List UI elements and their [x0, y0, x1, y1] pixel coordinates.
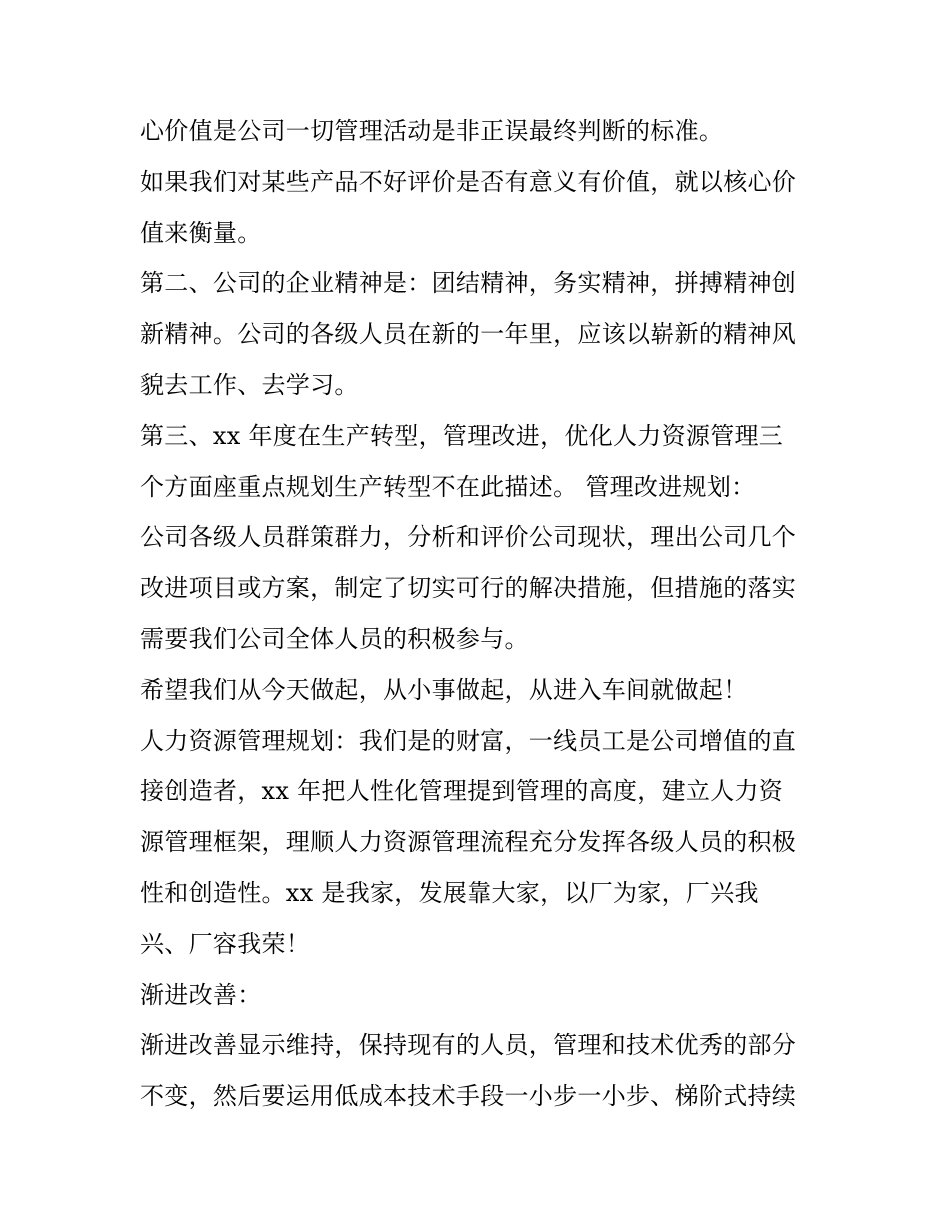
- text-line: 希望我们从今天做起，从小事做起，从进入车间就做起！: [140, 675, 748, 704]
- text-line: 新精神。公司的各级人员在新的一年里，应该以崭新的精神风: [140, 320, 797, 349]
- text-line: 渐进改善：: [140, 980, 262, 1009]
- text-line: 如果我们对某些产品不好评价是否有意义有价值，就以核心价: [140, 167, 797, 196]
- text-line: 人力资源管理规划：我们是的财富，一线员工是公司增值的直: [140, 726, 797, 755]
- body-text: [140, 106, 830, 1122]
- text-line: 值来衡量。: [140, 218, 262, 247]
- text-line: 源管理框架，理顺人力资源管理流程充分发挥各级人员的积极: [140, 828, 797, 857]
- text-line: 兴、厂容我荣！: [140, 929, 311, 958]
- text-line: 接创造者，xx 年把人性化管理提到管理的高度，建立人力资: [140, 777, 784, 806]
- text-line: 第二、公司的企业精神是：团结精神，务实精神，拼搏精神创: [140, 269, 797, 298]
- text-line: 心价值是公司一切管理活动是非正误最终判断的标准。: [140, 117, 724, 145]
- text-line: 第三、xx 年度在生产转型，管理改进，优化人力资源管理三: [140, 421, 784, 450]
- text-line: 需要我们公司全体人员的积极参与。: [140, 624, 529, 653]
- text-line: 性和创造性。xx 是我家，发展靠大家，以厂为家，厂兴我: [140, 878, 759, 907]
- text-line: 渐进改善显示维持，保持现有的人员，管理和技术优秀的部分: [140, 1031, 797, 1060]
- text-line: 不变，然后要运用低成本技术手段一小步一小步、梯阶式持续: [140, 1082, 797, 1111]
- text-line: 个方面座重点规划生产转型不在此描述。 管理改进规划：: [140, 472, 756, 501]
- text-line: 公司各级人员群策群力，分析和评价公司现状，理出公司几个: [140, 523, 797, 552]
- text-line: 貌去工作、去学习。: [140, 370, 359, 399]
- text-line: 改进项目或方案，制定了切实可行的解决措施，但措施的落实: [140, 574, 797, 603]
